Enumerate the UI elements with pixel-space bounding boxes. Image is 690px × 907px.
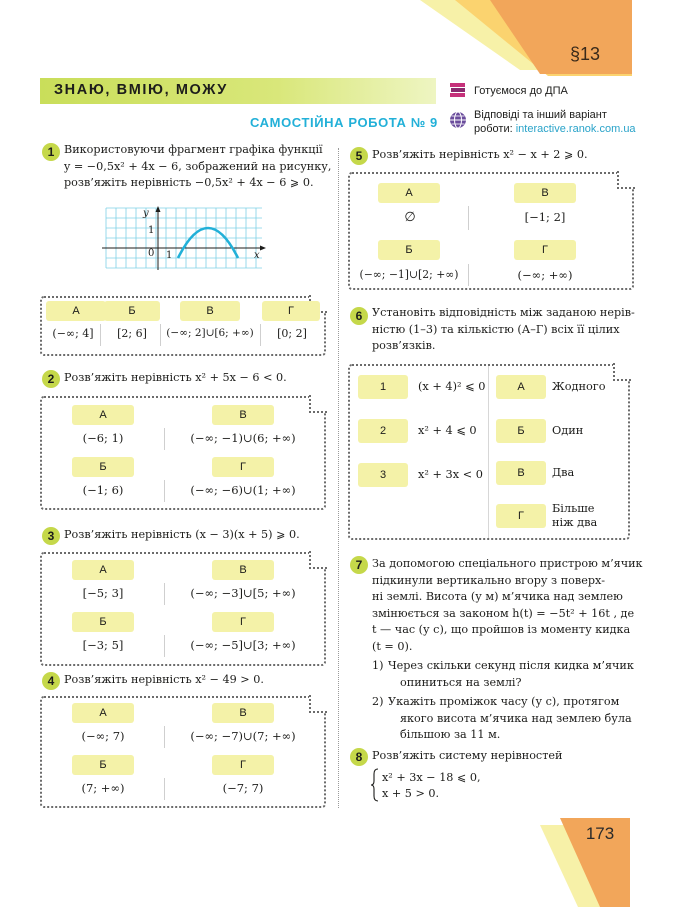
option-label[interactable]: В: [514, 183, 576, 203]
option-separator: [164, 778, 165, 800]
option-separator: [160, 324, 161, 346]
task-4-text: Розв’яжіть нерівність x² − 49 > 0.: [64, 673, 264, 686]
box-corner-fold: [309, 395, 327, 413]
task-7-q1-line: опиниться на землі?: [400, 675, 522, 689]
task-7-q1-line: Через скільки секунд після кидка м’ячик: [388, 659, 634, 672]
task-number: 4: [42, 672, 60, 690]
task-7-question-2: [388, 694, 634, 744]
option-label[interactable]: Г: [212, 612, 274, 632]
option-value: (−∞; 7): [81, 729, 125, 743]
option-separator: [468, 264, 469, 286]
task-number: 2: [42, 370, 60, 388]
section-banner: [40, 78, 436, 104]
option-value: (−1; 6): [82, 483, 124, 497]
graph-one-y: 1: [148, 225, 155, 236]
option-label[interactable]: Б: [104, 301, 160, 321]
task-2-text: Розв’яжіть нерівність x² + 5x − 6 < 0.: [64, 371, 287, 384]
option-value: (−7; 7): [222, 781, 264, 795]
task-7-q2-line: Укажіть проміжок часу (у с), протягом: [388, 695, 620, 708]
page-number: 173: [585, 824, 615, 843]
task-6-line: Установіть відповідність між заданою нерів-: [372, 306, 635, 319]
option-value: [2; 6]: [117, 327, 147, 340]
option-value: [−3; 5]: [82, 638, 124, 652]
match-right-text: Жодного: [552, 380, 606, 393]
graph-one-x: 1: [166, 250, 173, 261]
match-separator: [488, 366, 489, 538]
option-label[interactable]: А: [72, 703, 134, 723]
option-separator: [164, 480, 165, 502]
dpa-note: Готуємося до ДПА: [474, 85, 568, 97]
option-value: [−5; 3]: [82, 586, 124, 600]
option-label[interactable]: Б: [72, 612, 134, 632]
match-left-label[interactable]: 1: [358, 375, 408, 399]
system-brace: [370, 768, 380, 802]
task-number: 6: [350, 307, 368, 325]
option-separator: [164, 726, 165, 748]
graph-zero: 0: [148, 248, 155, 259]
column-divider: [338, 148, 339, 808]
task-1-line: Використовуючи фрагмент графіка функції: [64, 143, 323, 156]
section-number: §13: [569, 44, 601, 64]
option-separator: [164, 428, 165, 450]
match-left-expr: (x + 4)² ⩽ 0: [418, 380, 486, 393]
task-1-line: розв’яжіть нерівність −0,5x² + 4x − 6 ⩾ 0.: [64, 176, 314, 189]
option-separator: [100, 324, 101, 346]
task-7-line: t — час (у с), що пройшов із моменту кидка: [372, 623, 631, 636]
system-line-1: x² + 3x − 18 ⩽ 0,: [382, 771, 481, 784]
option-value: (−∞; 2]∪[6; +∞): [166, 327, 254, 339]
task-number: 5: [350, 147, 368, 165]
match-left-label[interactable]: 2: [358, 419, 408, 443]
option-label[interactable]: Б: [72, 755, 134, 775]
independent-work-title: САМОСТІЙНА РОБОТА № 9: [250, 115, 438, 130]
option-value: [0; 2]: [277, 327, 307, 340]
option-label[interactable]: Б: [378, 240, 440, 260]
task-6-text: [372, 305, 634, 355]
task-6-line: розв’язків.: [372, 339, 436, 352]
task-7-text: [372, 556, 643, 655]
match-right-label[interactable]: А: [496, 375, 546, 399]
books-icon: [448, 80, 468, 100]
match-right-text: ніж два: [552, 516, 598, 529]
option-value: (7; +∞): [81, 781, 125, 795]
option-label[interactable]: Г: [262, 301, 320, 321]
task-7-line: (t = 0).: [372, 639, 413, 653]
option-value: (−∞; +∞): [517, 268, 573, 282]
option-separator: [164, 583, 165, 605]
option-value: (−∞; −3]∪[5; +∞): [190, 586, 296, 600]
option-separator: [260, 324, 261, 346]
option-value: (−∞; −5]∪[3; +∞): [190, 638, 296, 652]
option-value: (−∞; −6)∪(1; +∞): [190, 483, 296, 497]
task-7-q2-line: якого висота м’ячика над землею була: [400, 711, 632, 725]
match-right-label[interactable]: В: [496, 461, 546, 485]
graph-x-label: x: [254, 250, 260, 261]
match-right-text: Один: [552, 424, 584, 437]
match-left-expr: x² + 4 ⩽ 0: [418, 424, 477, 437]
task-number: 1: [42, 143, 60, 161]
option-value: (−∞; −7)∪(7; +∞): [190, 729, 296, 743]
task-number: 7: [350, 556, 368, 574]
task-7-question-1: [388, 658, 634, 691]
option-label[interactable]: В: [212, 560, 274, 580]
task-7-line: ні землі. Висота (у м) м’ячика над землею: [372, 590, 623, 603]
task-3-text: Розв’яжіть нерівність (x − 3)(x + 5) ⩾ 0.: [64, 528, 300, 541]
match-left-expr: x² + 3x < 0: [418, 468, 483, 481]
task-7-q2-number: 2): [372, 695, 384, 708]
box-corner-fold: [309, 551, 327, 569]
option-label[interactable]: В: [180, 301, 240, 321]
option-separator: [164, 635, 165, 657]
task-5-text: Розв’яжіть нерівність x² − x + 2 ⩾ 0.: [372, 148, 588, 161]
task-8-text: Розв’яжіть систему нерівностей: [372, 749, 563, 762]
task-7-q2-line: більшою за 11 м.: [400, 728, 501, 741]
box-corner-fold: [613, 363, 631, 381]
answers-note-line2: роботи:: [474, 123, 516, 135]
option-label[interactable]: В: [212, 703, 274, 723]
match-right-label[interactable]: Б: [496, 419, 546, 443]
task-6-line: ністю (1–3) та кількістю (А–Г) всіх її цілих: [372, 322, 620, 336]
task-7-line: За допомогою спеціального пристрою м’ячик: [372, 557, 643, 570]
banner-title: ЗНАЮ, ВМІЮ, МОЖУ: [54, 82, 228, 98]
option-label[interactable]: А: [72, 560, 134, 580]
match-right-text: Більше: [552, 502, 595, 515]
option-label[interactable]: В: [212, 405, 274, 425]
task-1-text: [64, 142, 332, 192]
graph-y-label: y: [143, 208, 149, 219]
globe-icon: [448, 110, 468, 130]
parabola-graph: [100, 206, 270, 270]
box-corner-fold: [617, 171, 635, 189]
answers-note: [474, 108, 636, 136]
match-right-label[interactable]: Г: [496, 504, 546, 528]
system-line-2: x + 5 > 0.: [382, 787, 440, 800]
option-label[interactable]: Б: [72, 457, 134, 477]
task-number: 8: [350, 748, 368, 766]
box-corner-fold: [309, 695, 327, 713]
option-label[interactable]: А: [378, 183, 440, 203]
match-left-label[interactable]: 3: [358, 463, 408, 487]
option-label[interactable]: Г: [212, 457, 274, 477]
match-right-text: Два: [552, 466, 575, 479]
task-7-q1-number: 1): [372, 659, 384, 672]
option-value: [−1; 2]: [524, 210, 566, 224]
option-label[interactable]: Г: [514, 240, 576, 260]
option-value: (−∞; −1]∪[2; +∞): [359, 268, 459, 281]
task-number: 3: [42, 527, 60, 545]
answers-note-line1: Відповіді та інший варіант: [474, 109, 607, 121]
option-label[interactable]: А: [72, 405, 134, 425]
option-separator: [468, 206, 469, 230]
option-value: (−∞; 4]: [52, 327, 94, 340]
option-label[interactable]: А: [46, 301, 106, 321]
option-value: (−∞; −1)∪(6; +∞): [190, 431, 296, 445]
task-7-line: підкинули вертикально вгору з поверх-: [372, 573, 606, 587]
task-1-line: y = −0,5x² + 4x − 6, зображений на рисунку,: [64, 159, 332, 173]
option-value: (−6; 1): [82, 431, 124, 445]
answers-link[interactable]: interactive.ranok.com.ua: [515, 123, 636, 135]
task-7-line: змінюється за законом h(t) = −5t² + 16t , де: [372, 606, 635, 620]
option-label[interactable]: Г: [212, 755, 274, 775]
option-value: ∅: [404, 210, 416, 225]
